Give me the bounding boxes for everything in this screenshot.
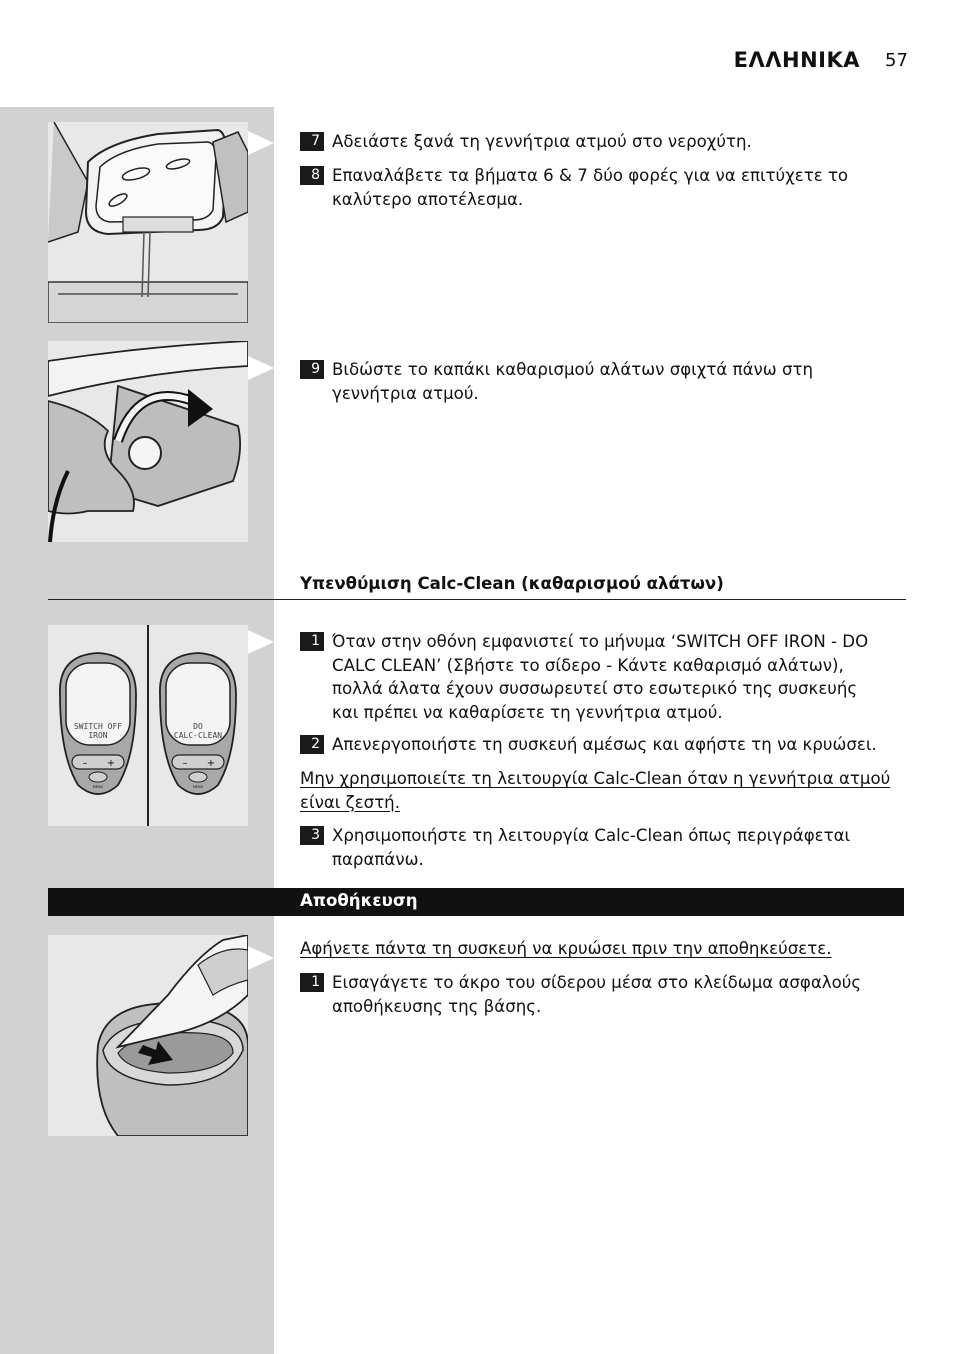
figure-pointer: [248, 630, 274, 654]
figure-empty-tank: [48, 122, 248, 323]
figure-pointer: [248, 356, 274, 380]
step-8: [300, 164, 910, 211]
language-title: ΕΛΛΗΝΙΚΑ: [733, 48, 860, 72]
display-left-line1: SWITCH OFF: [73, 722, 123, 731]
display-right-line1: DO: [193, 722, 203, 731]
step-text: Αδειάστε ξανά τη γεννήτρια ατμού στο νεροχύτη.: [332, 132, 752, 151]
section-banner: [48, 888, 904, 916]
step-number: 9: [300, 360, 324, 379]
step-text: Βιδώστε το καπάκι καθαρισμού αλάτων σφιχτά πάνω στη γεννήτρια ατμού.: [332, 360, 813, 403]
step-1-reminder: [300, 630, 910, 724]
menu-label: MENU: [192, 785, 204, 789]
storage-note-text: Αφήνετε πάντα τη συσκευή να κρυώσει πριν την αποθηκεύσετε.: [300, 939, 832, 958]
svg-text:–: –: [182, 758, 188, 769]
step-text: Επαναλάβετε τα βήματα 6 & 7 δύο φορές για να επιτύχετε το καλύτερο αποτέλεσμα.: [332, 166, 849, 209]
figure-screw-cap: [48, 341, 248, 542]
section-heading-calc-clean: Υπενθύμιση Calc-Clean (καθαρισμού αλάτων): [300, 574, 724, 593]
svg-text:+: +: [206, 758, 216, 769]
display-left-line2: IRON: [88, 731, 108, 740]
step-text: Εισαγάγετε το άκρο του σίδερου μέσα στο κλείδωμα ασφαλούς αποθήκευσης της βάσης.: [332, 973, 862, 1016]
step-7: [300, 130, 910, 154]
figure-storage-lock: [48, 935, 248, 1136]
warning-text: Μην χρησιμοποιείτε τη λειτουργία Calc-Clean όταν η γεννήτρια ατμού είναι ζεστή.: [300, 769, 891, 812]
display-right-line2: CALC-CLEAN: [173, 731, 223, 740]
page-number: 57: [885, 50, 908, 71]
menu-label: MENU: [92, 785, 104, 789]
svg-text:+: +: [106, 758, 116, 769]
step-3-reminder: [300, 824, 910, 871]
step-1-storage: [300, 971, 910, 1018]
step-2-reminder: [300, 733, 910, 757]
section-divider: [48, 599, 906, 600]
figure-pointer: [248, 946, 274, 970]
step-text: Όταν στην οθόνη εμφανιστεί το μήνυμα ‘SWITCH OFF IRON - DO CALC CLEAN’ (Σβήστε το σίδερο - Κάντε καθαρισμό αλάτων), πολλά άλατα έχουν συσσωρευτεί στο εσωτερικό της συσκευής και πρέπει να καθαρίσετε τη γεννήτρια ατμού.: [332, 632, 869, 722]
step-9: [300, 358, 910, 405]
svg-text:–: –: [82, 758, 88, 769]
step-number: 8: [300, 166, 324, 185]
step-text: Απενεργοποιήστε τη συσκευή αμέσως και αφήστε τη να κρυώσει.: [332, 735, 877, 754]
figure-pointer: [248, 131, 274, 155]
step-number: 2: [300, 735, 324, 754]
step-text: Χρησιμοποιήστε τη λειτουργία Calc-Clean όπως περιγράφεται παραπάνω.: [332, 826, 851, 869]
step-number: 1: [300, 973, 324, 992]
warning-note: [300, 767, 906, 814]
step-number: 7: [300, 132, 324, 151]
figure-display-reminder: [48, 625, 248, 826]
step-number: 1: [300, 632, 324, 651]
storage-note: [300, 937, 906, 961]
step-number: 3: [300, 826, 324, 845]
section-heading-storage: Αποθήκευση: [300, 891, 418, 910]
